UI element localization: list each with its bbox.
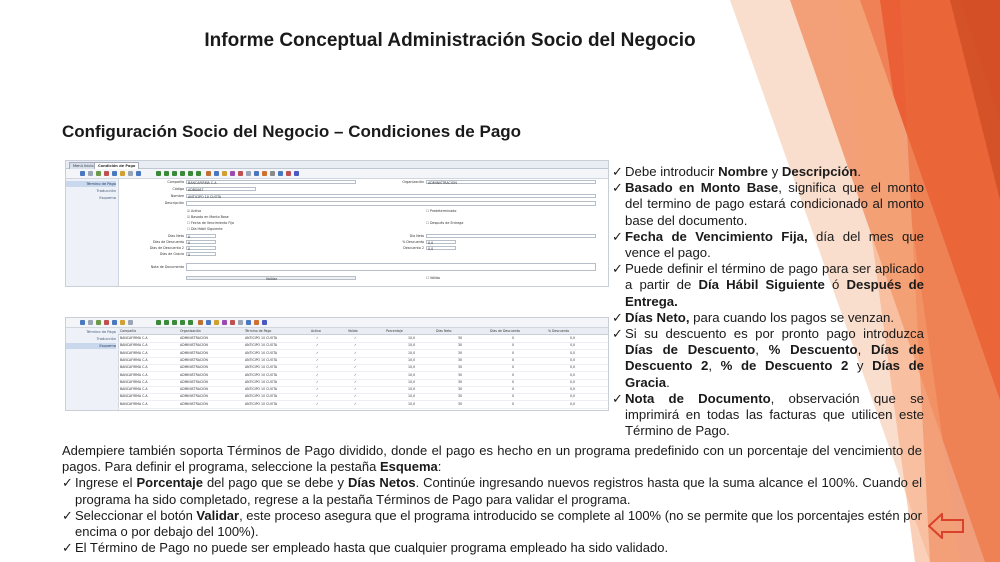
table-cell: ADMINISTRACIÓN (180, 357, 208, 362)
toolbar-icon[interactable] (112, 171, 117, 176)
col-porcentaje[interactable]: Porcentaje (386, 329, 403, 333)
table-cell: ✓ (316, 336, 319, 340)
text: , (708, 358, 721, 374)
table-cell: 0,0 (570, 372, 576, 377)
bold-text: Esquema (379, 459, 438, 475)
check-predeterminado-label: Predeterminado (430, 209, 457, 213)
sidebar-item-esquema[interactable]: Esquema (99, 196, 116, 200)
toolbar-icon[interactable] (136, 171, 141, 176)
check-basado-monto[interactable]: ☑ Basado en Monto Base (187, 215, 229, 219)
table-cell: 0 (512, 372, 515, 377)
label-nombre: Nombre (170, 194, 184, 198)
toolbar-icon[interactable] (128, 320, 133, 325)
text: , este proceso asegura que el programa introducido se complete al 100% (no se permite que los porcentajes estén por encima o por debajo del 100%). (75, 507, 922, 540)
checkmark-icon: ✓ (612, 261, 624, 277)
table-cell: 0,0 (570, 365, 576, 370)
text: Puede definir el término de pago para ser aplicado a partir de (625, 261, 924, 293)
tab-sidebar (66, 179, 119, 286)
table-cell: BANCAFIRMA C.A (120, 387, 148, 392)
checkmark-icon: ✓ (62, 475, 73, 491)
table-cell: ✓ (354, 350, 357, 355)
table-cell: 0,0 (570, 336, 576, 340)
text: . (857, 164, 862, 179)
toolbar-icon[interactable] (80, 320, 85, 325)
feature-bullet-list (612, 164, 924, 439)
table-cell: BANCAFIRMA C.A (120, 394, 148, 399)
check-dia-habil-label: Día Hábil Siguiente (191, 227, 223, 231)
text: El Término de Pago no puede ser empleado hasta que cualquier programa empleado ha sido validado. (75, 540, 669, 556)
table-cell: BANCAFIRMA C.A (120, 379, 148, 384)
table-cell: 10,0 (408, 343, 416, 348)
bold-text: Fecha de Vencimiento Fija, (625, 228, 808, 244)
sidebar-item-traduccion[interactable]: Traducción (96, 337, 116, 341)
toolbar-icon[interactable] (156, 320, 161, 325)
table-cell: ADMINISTRACIÓN (180, 372, 208, 377)
toolbar-icon[interactable] (104, 320, 109, 325)
check-activo[interactable]: ☑ Activo (187, 209, 202, 213)
table-cell: BANCAFIRMA C.A (120, 336, 148, 340)
bold-text: Días Neto, (625, 309, 690, 325)
bold-text: % Descuento (768, 342, 858, 358)
table-cell: 0,0 (570, 379, 576, 384)
bottom-bullet-item (62, 475, 922, 507)
label-dias-descuento: Días de Descuento (152, 240, 184, 244)
toolbar-icon[interactable] (206, 320, 211, 325)
toolbar-icon[interactable] (188, 320, 193, 325)
label-descripcion: Descripción (164, 201, 184, 205)
check-fecha-fija[interactable]: ☐ Fecha de Vencimiento Fija (187, 221, 234, 225)
toolbar-icon[interactable] (164, 171, 169, 176)
table-cell: ADMINISTRACIÓN (180, 379, 208, 384)
table-cell: ADMINISTRACIÓN (180, 401, 208, 406)
label-dias-descuento2: Días de Descuento 2 (149, 246, 184, 250)
toolbar-icon[interactable] (96, 320, 101, 325)
text: y (848, 358, 873, 374)
label-codigo: Código (172, 187, 184, 191)
table-cell: 10,0 (408, 394, 416, 399)
table-cell: ANTICIPO 10 CUOTA (245, 336, 278, 340)
table-cell: ✓ (354, 336, 357, 340)
toolbar-icon[interactable] (156, 171, 161, 176)
col-organizacion[interactable]: Organización (180, 329, 201, 333)
toolbar-icon[interactable] (230, 171, 235, 176)
col-termino[interactable]: Término de Pago (245, 329, 272, 333)
slide-subtitle: Configuración Socio del Negocio – Condiciones de Pago (62, 122, 522, 141)
slide-title: Informe Conceptual Administración Socio del Negocio (204, 30, 696, 51)
toolbar-icon[interactable] (214, 320, 219, 325)
table-cell: 10,0 (408, 379, 416, 384)
table-cell: ✓ (354, 357, 357, 362)
codigo-field[interactable]: ADB0067 (186, 187, 256, 191)
toolbar-icon[interactable] (128, 171, 133, 176)
bold-text: Después de Entrega. (625, 277, 924, 309)
text: Debe introducir (625, 164, 719, 179)
bottom-bullet-item (62, 540, 922, 556)
toolbar-icon[interactable] (172, 171, 177, 176)
col-pct-descuento[interactable]: % Descuento (548, 329, 570, 333)
table-cell: 10,0 (408, 357, 416, 362)
window-tabs (66, 161, 608, 169)
table-cell: 0,0 (570, 387, 576, 392)
label-dias-neto: Días Neto (167, 234, 184, 238)
dia-neto-field[interactable] (426, 234, 596, 238)
descripcion-field[interactable] (186, 201, 596, 206)
label-compania: Compañía (167, 180, 184, 184)
table-cell: 10,0 (408, 387, 416, 392)
table-cell: 30 (458, 394, 463, 399)
dias-gracia-field[interactable]: 0 (186, 252, 216, 256)
text: Adempiere también soporta Términos de Pago dividido, donde el pago es hecho en un programa predefinido con un porcentaje del vencimiento de pagos. Para definir el programa, seleccione la pestaña (62, 443, 922, 475)
text: : (437, 459, 442, 475)
checkmark-icon: ✓ (612, 180, 624, 196)
table-cell: 30 (458, 350, 463, 355)
table-cell: ANTICIPO 10 CUOTA (245, 350, 278, 355)
descuento2-field[interactable]: 0,0 (426, 246, 456, 250)
table-cell: 0,0 (570, 343, 576, 348)
toolbar-icon[interactable] (254, 320, 259, 325)
table-cell: ANTICIPO 10 CUOTA (245, 372, 278, 377)
toolbar-icon[interactable] (120, 171, 125, 176)
table-cell: ✓ (354, 401, 357, 406)
toolbar-icon[interactable] (286, 171, 291, 176)
toolbar-icon[interactable] (246, 171, 251, 176)
check-basado-monto-label: Basado en Monto Base (191, 215, 229, 219)
toolbar-icon[interactable] (112, 320, 117, 325)
payment-schedule-grid-screenshot (65, 317, 609, 411)
toolbar-icon[interactable] (238, 171, 243, 176)
table-cell: 0 (512, 401, 515, 406)
table-cell: ✓ (316, 365, 319, 370)
text: Ingrese el (75, 475, 137, 491)
text: y (767, 164, 782, 179)
toolbar-icon[interactable] (104, 171, 109, 176)
back-arrow-icon[interactable] (928, 513, 964, 539)
table-cell: ADMINISTRACIÓN (180, 336, 208, 340)
table-cell: 0 (512, 343, 515, 348)
bullet-item (612, 326, 924, 391)
toolbar-icon[interactable] (164, 320, 169, 325)
bottom-bullet-list (62, 475, 922, 556)
table-cell: 30 (458, 343, 463, 348)
table-cell: ✓ (316, 357, 319, 362)
text: Si su descuento es por pronto pago introduzca (625, 326, 924, 342)
toolbar-icon[interactable] (222, 320, 227, 325)
check-despues-entrega[interactable]: ☐ Después de Entrega (426, 221, 464, 225)
toolbar-icon[interactable] (238, 320, 243, 325)
dias-descuento-field[interactable]: 0 (186, 240, 216, 244)
table-cell: 0 (512, 394, 515, 399)
toolbar-icon[interactable] (180, 171, 185, 176)
table-cell: ADMINISTRACIÓN (180, 343, 208, 348)
checkmark-icon: ✓ (612, 309, 624, 325)
organizacion-field[interactable]: ADMINISTRACIÓN (426, 180, 596, 184)
table-cell: ✓ (354, 372, 357, 377)
table-cell: 0 (512, 336, 515, 340)
col-activo[interactable]: Activo (311, 329, 321, 333)
table-cell: ADMINISTRACIÓN (180, 387, 208, 392)
checkmark-icon: ✓ (62, 507, 73, 523)
label-dia-neto: Día Neto (409, 234, 424, 238)
text: , (857, 342, 871, 358)
table-cell: ✓ (316, 401, 319, 406)
table-cell: 0,0 (570, 394, 576, 399)
table-cell: 10,0 (408, 401, 416, 406)
table-cell: 0,0 (570, 357, 576, 362)
grid-tab-sidebar (66, 328, 119, 410)
table-cell: 0,0 (570, 401, 576, 406)
table-cell: BANCAFIRMA C.A (120, 401, 148, 406)
tab-condicion-pago[interactable]: Condición de Pago (94, 162, 139, 169)
table-cell: ANTICIPO 10 CUOTA (245, 387, 278, 392)
check-valido[interactable]: ☐ Válido (426, 276, 440, 280)
checkmark-icon: ✓ (612, 390, 624, 406)
grid-toolbar (66, 318, 608, 328)
table-cell: ANTICIPO 10 CUOTA (245, 379, 278, 384)
col-compania[interactable]: Compañía (120, 329, 137, 333)
text: del pago que se debe y (202, 475, 348, 491)
text: . (666, 374, 670, 390)
table-row[interactable] (118, 401, 608, 409)
bold-text: Descripción (781, 164, 858, 179)
table-cell: ✓ (354, 365, 357, 370)
toolbar-icon[interactable] (278, 171, 283, 176)
sidebar-item-termino-pago[interactable]: Término de Pago (86, 330, 116, 334)
text: , (755, 342, 769, 358)
text: , significa que el monto del termino de pago estará condicionado al monto base del documento. (625, 180, 924, 228)
schedule-explanation (62, 443, 922, 556)
toolbar-icon[interactable] (262, 320, 267, 325)
col-dias-descuento[interactable]: Días de Descuento (490, 329, 520, 333)
toolbar-icon[interactable] (196, 171, 201, 176)
table-cell: ADMINISTRACIÓN (180, 365, 208, 370)
table-cell: BANCAFIRMA C.A (120, 365, 148, 370)
toolbar-icon[interactable] (180, 320, 185, 325)
table-cell: 30 (458, 357, 463, 362)
toolbar-icon[interactable] (120, 320, 125, 325)
toolbar-icon[interactable] (88, 171, 93, 176)
check-activo-label: Activo (191, 209, 202, 213)
table-cell: 0 (512, 387, 515, 392)
bullet-item (612, 229, 924, 261)
text: Seleccionar el botón (75, 507, 197, 523)
table-cell: 0,0 (570, 350, 576, 355)
bold-text: Días de Descuento 2 (625, 342, 925, 374)
table-cell: 30 (458, 379, 463, 384)
label-pct-descuento: % Descuento (402, 240, 424, 244)
table-cell: ✓ (354, 394, 357, 399)
bullet-item (612, 180, 924, 229)
table-cell: ANTICIPO 10 CUOTA (245, 357, 278, 362)
pct-descuento-field[interactable]: 0,0 (426, 240, 456, 244)
toolbar-icon[interactable] (96, 171, 101, 176)
check-fecha-fija-label: Fecha de Vencimiento Fija (191, 221, 234, 225)
bottom-intro-paragraph (62, 443, 922, 475)
table-cell: ANTICIPO 10 CUOTA (245, 401, 278, 406)
table-cell: BANCAFIRMA C.A (120, 372, 148, 377)
table-cell: BANCAFIRMA C.A (120, 350, 148, 355)
table-cell: ANTICIPO 10 CUOTA (245, 365, 278, 370)
check-dia-habil[interactable]: ☐ Día Hábil Siguiente (187, 227, 223, 231)
grid-header (118, 328, 608, 335)
table-cell: 30 (458, 372, 463, 377)
sidebar-item-termino-pago[interactable]: Término de Pago (66, 181, 116, 187)
toolbar-icon[interactable] (188, 171, 193, 176)
checkmark-icon: ✓ (612, 326, 624, 342)
checkmark-icon: ✓ (612, 228, 624, 244)
label-descuento2: Descuento 2 (403, 246, 424, 250)
toolbar-icon[interactable] (270, 171, 275, 176)
payment-term-form-screenshot (65, 160, 609, 287)
table-cell: ADMINISTRACIÓN (180, 350, 208, 355)
table-cell: 10,0 (408, 350, 416, 355)
table-cell: 10,0 (408, 336, 416, 340)
toolbar-icon[interactable] (246, 320, 251, 325)
bold-text: Días de Descuento (625, 342, 756, 358)
bold-text: Nombre (718, 164, 768, 179)
table-cell: 0 (512, 350, 515, 355)
toolbar-icon[interactable] (254, 171, 259, 176)
table-cell: 10,0 (408, 372, 416, 377)
table-cell: ANTICIPO 10 CUOTA (245, 343, 278, 348)
table-cell: ✓ (316, 372, 319, 377)
bottom-bullet-item (62, 508, 922, 540)
toolbar-icon[interactable] (214, 171, 219, 176)
bold-text: Días Netos (347, 475, 416, 491)
dias-descuento2-field[interactable]: 0 (186, 246, 216, 250)
check-despues-entrega-label: Después de Entrega (430, 221, 464, 225)
table-cell: 10,0 (408, 365, 416, 370)
check-valido-label: Válido (430, 276, 440, 280)
bold-text: Nota de Documento (625, 390, 771, 406)
table-cell: ✓ (316, 350, 319, 355)
table-cell: 30 (458, 401, 463, 406)
nombre-field[interactable]: ANTICIPO 10 CUOTA (186, 194, 596, 198)
toolbar (66, 169, 608, 179)
table-cell: ✓ (354, 379, 357, 384)
text: . Continúe ingresando nuevos registros hasta que la suma alcance el 100%. Cuando el programa ha sido completado, regrese a la pestaña Términos de Pago para validar el programa. (75, 475, 923, 507)
tab-menu-inicio[interactable]: Menú Inicio (69, 162, 98, 169)
table-cell: ✓ (354, 343, 357, 348)
compania-field[interactable]: BANCAFIRMA C.A (186, 180, 356, 184)
bold-text: Día Hábil Siguiente (698, 277, 825, 293)
bullet-item (612, 310, 924, 326)
label-organizacion: Organización (402, 180, 424, 184)
label-dias-gracia: Días de Gracia (159, 252, 184, 256)
validar-button[interactable]: Validar (186, 276, 356, 280)
label-nota: Nota de Documento (150, 265, 184, 269)
table-cell: BANCAFIRMA C.A (120, 357, 148, 362)
checkmark-icon: ✓ (62, 540, 73, 556)
text: , observación que se imprimirá en todas las facturas que utilicen este Término de Pago. (625, 390, 924, 439)
bullet-item (612, 391, 924, 440)
nota-documento-field[interactable] (186, 263, 596, 271)
toolbar-icon[interactable] (172, 320, 177, 325)
text: para cuando los pagos se venzan. (689, 309, 895, 325)
table-cell: ✓ (316, 343, 319, 348)
col-valido[interactable]: Válido (348, 329, 358, 333)
bold-text: Días de Gracia (625, 358, 924, 390)
table-cell: 30 (458, 387, 463, 392)
table-cell: ✓ (316, 394, 319, 399)
text: ó (824, 277, 847, 293)
table-cell: ANTICIPO 10 CUOTA (245, 394, 278, 399)
table-cell: 30 (458, 365, 463, 370)
table-cell: 30 (458, 336, 463, 340)
col-dias-neto[interactable]: Días Neto (436, 329, 452, 333)
dias-neto-field[interactable]: 0 (186, 234, 216, 238)
toolbar-icon[interactable] (262, 171, 267, 176)
table-cell: ✓ (316, 387, 319, 392)
bold-text: Validar (196, 507, 240, 523)
toolbar-icon[interactable] (88, 320, 93, 325)
toolbar-icon[interactable] (230, 320, 235, 325)
sidebar-item-esquema[interactable]: Esquema (66, 343, 116, 349)
toolbar-icon[interactable] (222, 171, 227, 176)
bold-text: Porcentaje (136, 475, 203, 491)
checkmark-icon: ✓ (612, 164, 624, 179)
toolbar-icon[interactable] (198, 320, 203, 325)
bold-text: Basado en Monto Base (625, 180, 779, 196)
table-cell: ✓ (354, 387, 357, 392)
bullet-item (612, 261, 924, 310)
sidebar-item-traduccion[interactable]: Traducción (96, 189, 116, 193)
bullet-item (612, 164, 924, 180)
table-cell: ✓ (316, 379, 319, 384)
table-cell: ADMINISTRACIÓN (180, 394, 208, 399)
toolbar-icon[interactable] (294, 171, 299, 176)
table-cell: 0 (512, 379, 515, 384)
toolbar-icon[interactable] (80, 171, 85, 176)
toolbar-icon[interactable] (206, 171, 211, 176)
table-cell: BANCAFIRMA C.A (120, 343, 148, 348)
table-cell: 0 (512, 365, 515, 370)
text: día del mes que vence el pago. (625, 228, 924, 261)
table-cell: 0 (512, 357, 515, 362)
bold-text: % de Descuento 2 (720, 358, 849, 374)
check-predeterminado[interactable]: ☐ Predeterminado (426, 209, 457, 213)
